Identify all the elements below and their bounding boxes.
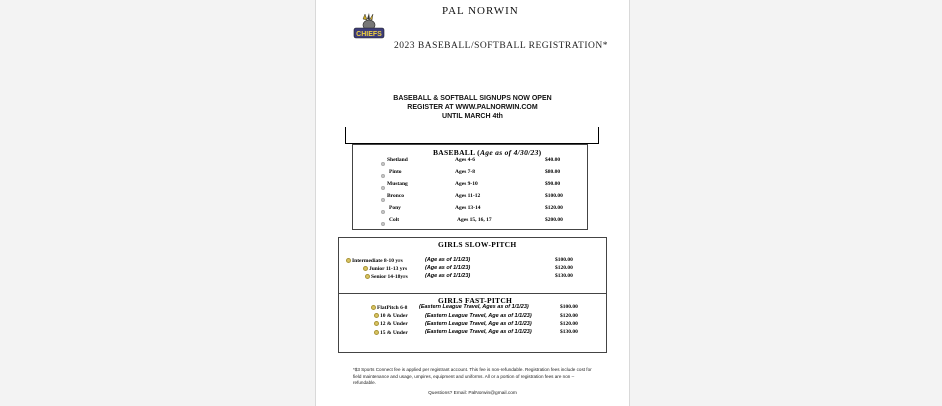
division-price: $130.00 xyxy=(555,273,573,279)
division-note: (Age as of 1/1/23) xyxy=(425,265,471,271)
division-price: $100.00 xyxy=(560,304,578,310)
bullet-icon xyxy=(365,274,370,279)
division-name: Senior 14-18yrs xyxy=(371,274,408,280)
division-ages: Ages 13-14 xyxy=(455,205,481,211)
bracket-left xyxy=(345,127,346,143)
bullet-icon xyxy=(374,313,379,318)
division-price: $120.00 xyxy=(560,321,578,327)
division-name: Colt xyxy=(389,217,400,223)
division-note: (Eastern League Travel, Age as of 1/1/23) xyxy=(425,321,532,327)
division-name: Pony xyxy=(389,205,401,211)
bracket-right xyxy=(598,127,599,144)
division-price: $200.00 xyxy=(545,217,563,223)
division-ages: Ages 7-8 xyxy=(455,169,476,175)
division-note: (Age as of 1/1/23) xyxy=(425,273,471,279)
division-name: Mustang xyxy=(387,181,408,187)
bullet-icon xyxy=(381,222,385,226)
division-price: $130.00 xyxy=(560,329,578,335)
division-price: $40.00 xyxy=(545,157,561,163)
division-note: (Eastern League Travel, Age as of 1/1/23) xyxy=(425,313,532,319)
registration-subtitle: 2023 BASEBALL/SOFTBALL REGISTRATION* xyxy=(394,41,608,51)
division-name: FlatPitch 6-8 xyxy=(377,305,408,311)
division-price: $100.00 xyxy=(555,257,573,263)
division-ages: Ages 9-10 xyxy=(455,181,478,187)
logo-text: CHIEFS xyxy=(356,31,382,38)
division-note: (Age as of 1/1/23) xyxy=(425,257,471,263)
division-ages: Ages 15, 16, 17 xyxy=(457,217,492,223)
division-name: Bronco xyxy=(387,193,405,199)
signup-line-3: UNTIL MARCH 4th xyxy=(442,113,503,120)
division-ages: Ages 11-12 xyxy=(455,193,481,199)
contact-email: Questions? Email: PalNorwin@gmail.com xyxy=(428,391,517,396)
bullet-icon xyxy=(371,305,376,310)
section-divider xyxy=(338,293,606,294)
bullet-icon xyxy=(346,258,351,263)
division-name: Shetland xyxy=(387,157,408,163)
division-price: $120.00 xyxy=(545,205,563,211)
baseball-title: BASEBALL (Age as of 4/30/23) xyxy=(433,148,542,157)
slowpitch-title: GIRLS SLOW-PITCH xyxy=(438,240,517,249)
bullet-icon xyxy=(381,186,385,190)
bullet-icon xyxy=(381,174,385,178)
bullet-icon xyxy=(363,266,368,271)
girls-table xyxy=(338,237,607,353)
division-ages: Ages 4-6 xyxy=(455,157,476,163)
division-note: (Eastern League Travel, Ages as of 1/1/23) xyxy=(419,304,529,310)
division-name: Intermediate 8-10 yrs xyxy=(352,258,403,264)
division-name: Junior 11-13 yrs xyxy=(369,266,408,272)
fastpitch-title: GIRLS FAST-PITCH xyxy=(438,296,513,305)
signup-line-2: REGISTER AT WWW.PALNORWIN.COM xyxy=(407,104,538,111)
chiefs-logo xyxy=(351,12,387,42)
signup-line-1: BASEBALL & SOFTBALL SIGNUPS NOW OPEN xyxy=(393,95,552,102)
page-title: PAL NORWIN xyxy=(442,5,519,17)
division-name: Pinto xyxy=(389,169,402,175)
division-name: 15 & Under xyxy=(380,330,408,336)
division-price: $80.00 xyxy=(545,169,561,175)
bullet-icon xyxy=(381,162,385,166)
bullet-icon xyxy=(381,198,385,202)
division-price: $90.00 xyxy=(545,181,561,187)
flyer-page xyxy=(315,0,630,406)
bullet-icon xyxy=(381,210,385,214)
bullet-icon xyxy=(374,330,379,335)
bullet-icon xyxy=(374,321,379,326)
division-price: $120.00 xyxy=(560,313,578,319)
division-note: (Eastern League Travel, Age as of 1/1/23) xyxy=(425,329,532,335)
footer-note: *$3 Sports Connect fee is applied per registrant account. This fee is non-refundable. Registration fees include cost for field maintenance and usage, umpires, equipment and uniforms. All or a portion of registration fees are non – refundable. xyxy=(353,367,592,386)
division-name: 12 & Under xyxy=(380,321,408,327)
division-price: $120.00 xyxy=(555,265,573,271)
division-price: $100.00 xyxy=(545,193,563,199)
division-name: 10 & Under xyxy=(380,313,408,319)
